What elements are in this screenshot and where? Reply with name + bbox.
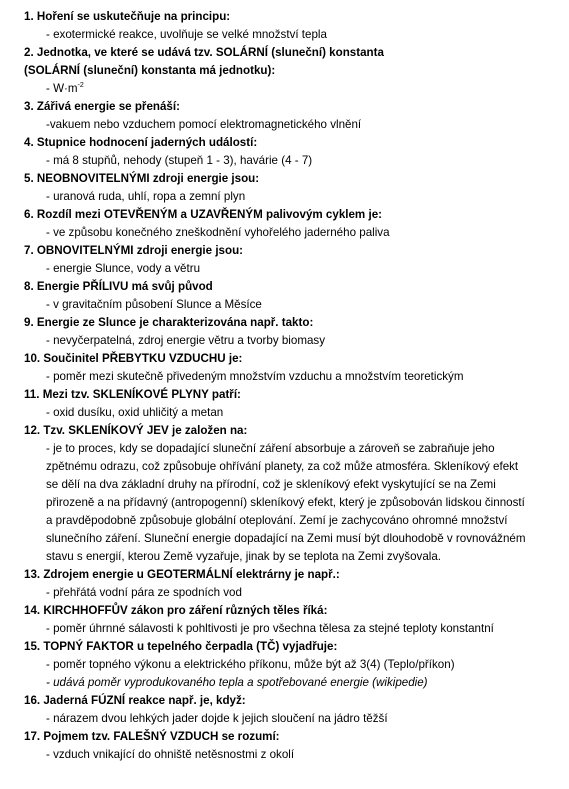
answer-text [0, 620, 569, 638]
question-block [0, 242, 569, 278]
question-heading: 7. OBNOVITELNÝMI zdroji energie jsou: [24, 244, 244, 257]
answer-line [46, 656, 555, 674]
question-heading: 9. Energie ze Slunce je charakterizována např. takto: [24, 316, 314, 329]
question-heading: 3. Zářivá energie se přenáší: [24, 100, 180, 113]
answer-line-text: -vakuem nebo vzduchem pomocí elektromagnetického vlnění [46, 118, 362, 131]
question-block [0, 728, 569, 764]
question-heading: 16. Jaderná FÚZNÍ reakce např. je, když: [24, 694, 246, 707]
answer-line [46, 116, 555, 134]
answer-line [46, 494, 555, 512]
question-block [0, 44, 569, 98]
answer-line-text: - vzduch vnikající do ohniště netěsnostmi z okolí [46, 748, 295, 761]
question-block [0, 386, 569, 422]
answer-text [0, 260, 569, 278]
answer-line [46, 530, 555, 548]
question-heading: 4. Stupnice hodnocení jaderných událostí: [24, 136, 258, 149]
answer-line [46, 548, 555, 566]
answer-text [0, 332, 569, 350]
answer-text [0, 152, 569, 170]
question-heading: 11. Mezi tzv. SKLENÍKOVÉ PLYNY patří: [24, 388, 241, 401]
answer-text [0, 404, 569, 422]
answer-line [46, 620, 555, 638]
answer-text [0, 440, 569, 566]
question-block [0, 566, 569, 602]
answer-text [0, 584, 569, 602]
answer-line-text: zpětnému odrazu, což způsobuje ohřívání planety, za což může atmosféra. Skleníkový efekt [46, 460, 519, 473]
question-heading: 15. TOPNÝ FAKTOR u tepelného čerpadla (TČ) vyjadřuje: [24, 640, 338, 653]
answer-line-text: - nárazem dvou lehkých jader dojde k jejich sloučení na jádro těžší [46, 712, 388, 725]
question-block [0, 170, 569, 206]
answer-line-text: - v gravitačním působení Slunce a Měsíce [46, 298, 262, 311]
answer-line [46, 746, 555, 764]
answer-text [0, 710, 569, 728]
question-block [0, 278, 569, 314]
answer-line [46, 260, 555, 278]
question-block [0, 98, 569, 134]
question-block [0, 314, 569, 350]
answer-text [0, 188, 569, 206]
answer-text [0, 26, 569, 44]
answer-text [0, 116, 569, 134]
answer-line [46, 440, 555, 458]
answer-line-text: přirozeně a na přídavný (antropogenní) skleníkový efekt, který je způsobován lidskou činností [46, 496, 525, 509]
unit-exponent: -2 [77, 82, 84, 90]
question-heading: 12. Tzv. SKLENÍKOVÝ JEV je založen na: [24, 424, 248, 437]
document-page [0, 8, 569, 764]
question-block [0, 350, 569, 386]
answer-line [46, 26, 555, 44]
answer-line-text: a pravděpodobně způsobuje globální oteplování. Zemí je zachycováno ohromné množství [46, 514, 508, 527]
answer-line-text: - poměr topného výkonu a elektrického příkonu, může být až 3(4) (Teplo/příkon) [46, 658, 455, 671]
answer-line [46, 710, 555, 728]
answer-line-text: - exotermické reakce, uvolňuje se velké množství tepla [46, 28, 327, 41]
question-heading: 8. Energie PŘÍLIVU má svůj původ [24, 280, 213, 293]
question-block [0, 692, 569, 728]
question-block [0, 638, 569, 692]
answer-line [46, 152, 555, 170]
answer-text [0, 368, 569, 386]
answer-line-text: slunečního záření. Sluneční energie dopadající na Zemi musí být dlouhodobě v rovnovážném [46, 532, 526, 545]
answer-text [0, 746, 569, 764]
question-heading: 1. Hoření se uskutečňuje na principu: [24, 10, 231, 23]
answer-line-text: - je to proces, kdy se dopadající sluneční záření absorbuje a zároveň se zabraňuje jeho [46, 442, 495, 455]
answer-line-text: se dělí na dva základní druhy na přírodní, což je skleníkový efekt vyskytující se na Zemi [46, 478, 496, 491]
answer-line [46, 404, 555, 422]
answer-line [46, 296, 555, 314]
answer-line-text: - ve způsobu konečného zneškodnění vyhořelého jaderného paliva [46, 226, 390, 239]
question-heading: 14. KIRCHHOFFŮV zákon pro záření různých těles říká: [24, 604, 328, 617]
question-heading: 2. Jednotka, ve které se udává tzv. SOLÁRNÍ (sluneční) konstanta [24, 46, 384, 59]
answer-text [0, 656, 569, 692]
answer-line-text: - poměr mezi skutečně přivedeným množstvím vzduchu a množstvím teoretickým [46, 370, 464, 383]
answer-line [46, 584, 555, 602]
answer-line-text: - nevyčerpatelná, zdroj energie větru a tvorby biomasy [46, 334, 326, 347]
question-block [0, 206, 569, 242]
answer-text [0, 224, 569, 242]
answer-line-text: stavu s energií, kterou Země vyzařuje, jinak by se teplota na Zemi zvyšovala. [46, 550, 442, 563]
answer-line [46, 368, 555, 386]
answer-line [46, 332, 555, 350]
answer-line-text: - W·m [46, 82, 78, 95]
question-heading: 5. NEOBNOVITELNÝMI zdroji energie jsou: [24, 172, 260, 185]
answer-text [0, 80, 569, 98]
answer-line [46, 80, 555, 98]
answer-line [46, 188, 555, 206]
question-heading: 17. Pojmem tzv. FALEŠNÝ VZDUCH se rozumí: [24, 730, 280, 743]
answer-line [46, 674, 555, 692]
answer-text [0, 296, 569, 314]
answer-line-text: - oxid dusíku, oxid uhličitý a metan [46, 406, 224, 419]
answer-line [46, 476, 555, 494]
question-heading: 10. Součinitel PŘEBYTKU VZDUCHU je: [24, 352, 243, 365]
answer-line-text: - energie Slunce, vody a větru [46, 262, 201, 275]
question-block [0, 422, 569, 566]
question-block [0, 134, 569, 170]
answer-line [46, 512, 555, 530]
answer-line-text: - udává poměr vyprodukovaného tepla a spotřebované energie (wikipedie) [46, 676, 428, 689]
question-heading: 6. Rozdíl mezi OTEVŘENÝM a UZAVŘENÝM palivovým cyklem je: [24, 208, 382, 221]
answer-line-text: - poměr úhrnné sálavosti k pohltivosti je pro všechna tělesa za stejné teploty konstantní [46, 622, 494, 635]
question-heading: 13. Zdrojem energie u GEOTERMÁLNÍ elektrárny je např.: [24, 568, 340, 581]
answer-line-text: - přehřátá vodní pára ze spodních vod [46, 586, 242, 599]
question-block [0, 8, 569, 44]
question-block [0, 602, 569, 638]
answer-line-text: - má 8 stupňů, nehody (stupeň 1 - 3), havárie (4 - 7) [46, 154, 313, 167]
answer-line-text: - uranová ruda, uhlí, ropa a zemní plyn [46, 190, 246, 203]
question-heading: (SOLÁRNÍ (sluneční) konstanta má jednotku): [24, 64, 276, 77]
answer-line [46, 458, 555, 476]
answer-line [46, 224, 555, 242]
